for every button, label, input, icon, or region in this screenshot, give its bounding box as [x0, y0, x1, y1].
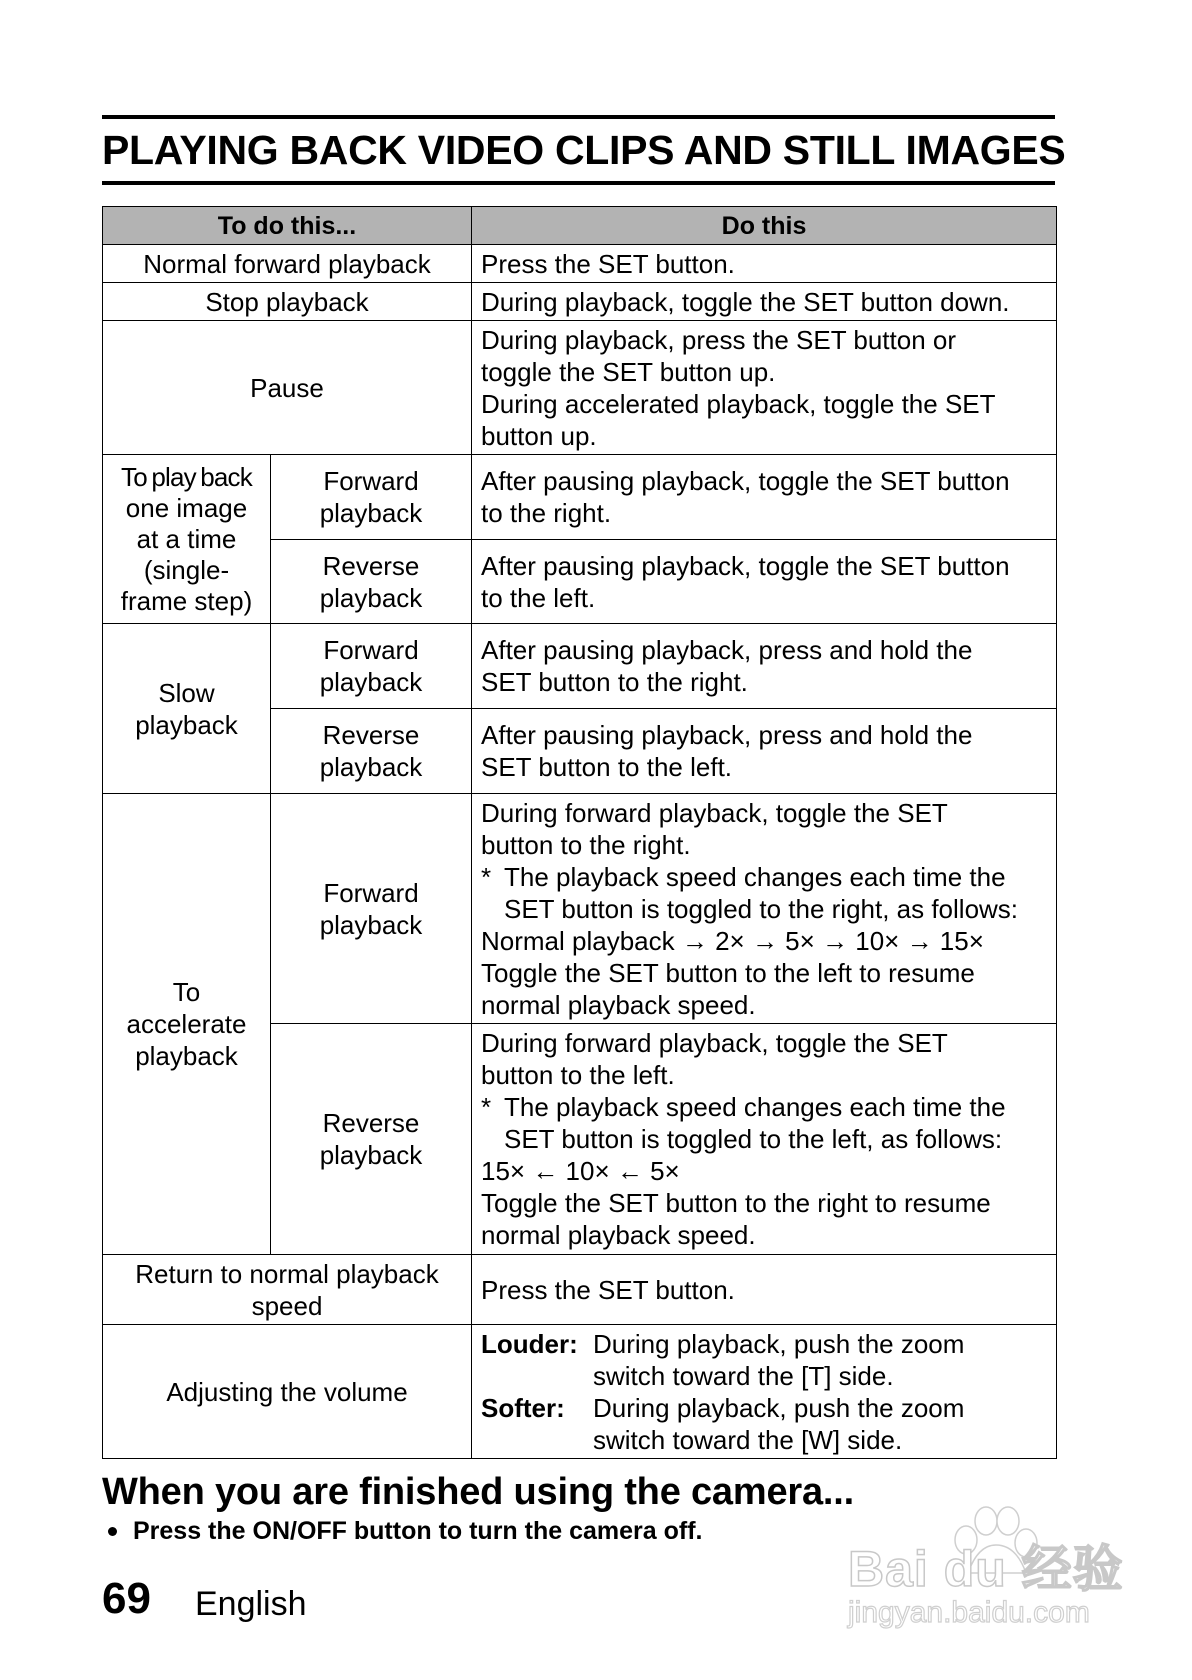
instruction-text: After pausing playback, toggle the SET button [481, 466, 1010, 496]
bullet-icon [108, 1527, 117, 1536]
table-row-accel-reverse-action [270, 1023, 472, 1255]
action-text: playback [319, 667, 423, 697]
instruction-text: Press the SET button. [481, 1274, 735, 1305]
action-text: playback [319, 752, 423, 782]
softer-row [481, 1392, 1052, 1424]
action-text: Return to normal playback [135, 1258, 439, 1289]
table-row-single-reverse-instruction [471, 539, 1057, 624]
instruction-text: After pausing playback, press and hold the [481, 635, 973, 665]
action-text: speed [251, 1290, 323, 1321]
note-text: The playback speed changes each time the [504, 1092, 1006, 1122]
action-text: Forward [323, 635, 419, 665]
finish-bullet-text: Press the ON/OFF button to turn the camera off. [133, 1517, 703, 1545]
header-label: To do this... [217, 211, 357, 240]
instruction-text: During playback, toggle the SET button down. [481, 286, 1010, 317]
table-group-accelerate [102, 793, 271, 1255]
speed-sequence: Normal playback → 2× → 5× → 10× → 15× [481, 925, 984, 956]
softer-row-cont [481, 1424, 1052, 1456]
watermark-url: jingyan.baidu.com [848, 1596, 1090, 1629]
header-label: Do this [721, 211, 807, 240]
table-row-single-forward-instruction [471, 454, 1057, 540]
action-text: Reverse [322, 720, 420, 750]
action-text: Adjusting the volume [166, 1376, 408, 1407]
page-language: English [195, 1585, 307, 1623]
action-text: playback [319, 582, 423, 613]
table-row-volume-action [102, 1324, 472, 1459]
instruction-text: During forward playback, toggle the SET [481, 1028, 948, 1058]
table-group-slow [102, 623, 271, 794]
instruction-text: During playback, push the zoom [593, 1392, 965, 1423]
instruction-text: During forward playback, toggle the SET [481, 797, 948, 828]
title-bottom-rule [102, 181, 1055, 185]
instruction-text: toggle the SET button up. [481, 356, 776, 387]
asterisk: * [481, 861, 492, 892]
table-row-normal-forward-action [102, 244, 472, 283]
action-text: Normal forward playback [143, 248, 431, 279]
action-text: Reverse [322, 1108, 420, 1138]
group-text: Slow [158, 677, 215, 708]
table-row-normal-forward-instruction [471, 244, 1057, 283]
table-row-return-normal-action [102, 1254, 472, 1325]
group-text: frame step) [120, 585, 253, 616]
instruction-text: During playback, press the SET button or [481, 324, 956, 355]
finish-heading: When you are finished using the camera... [102, 1471, 854, 1513]
instruction-text: button to the left. [481, 1060, 675, 1090]
note [481, 1091, 1052, 1123]
action-text: playback [319, 1140, 423, 1170]
note-text: SET button is toggled to the left, as follows: [504, 1124, 1003, 1154]
instruction-text: Toggle the SET button to the right to resume [481, 1188, 991, 1218]
instruction-text: After pausing playback, press and hold the [481, 720, 973, 750]
louder-row [481, 1328, 1052, 1360]
instruction-text: normal playback speed. [481, 989, 756, 1020]
table-row-single-reverse-action [270, 539, 472, 624]
louder-row-cont [481, 1360, 1052, 1392]
table-header-action [102, 206, 472, 245]
group-text: accelerate [126, 1009, 247, 1039]
page-number: 69 [102, 1574, 151, 1623]
table-group-single-frame [102, 454, 271, 624]
action-text: playback [319, 498, 423, 528]
instruction-text: to the left. [481, 582, 596, 613]
instruction-text: During playback, push the zoom [593, 1328, 965, 1359]
baidu-watermark [848, 1505, 1128, 1635]
instruction-text: During accelerated playback, toggle the SET [481, 388, 996, 419]
watermark-logo-text: Bai du 经验 [848, 1541, 1124, 1597]
table-row-pause-action [102, 320, 472, 455]
table-row-slow-forward-action [270, 623, 472, 709]
group-text: at a time [136, 523, 237, 554]
instruction-text: normal playback speed. [481, 1220, 756, 1250]
group-text: one image [125, 492, 248, 523]
softer-label: Softer: [481, 1392, 565, 1423]
instruction-text: to the right. [481, 498, 612, 528]
label-spacer [481, 1424, 593, 1456]
speed-sequence: 15× ← 10× ← 5× [481, 1156, 680, 1186]
table-row-stop-instruction [471, 282, 1057, 321]
instruction-text: switch toward the [W] side. [593, 1424, 903, 1455]
action-text: Forward [323, 466, 419, 496]
table-row-single-forward-action [270, 454, 472, 540]
finish-bullet-item [108, 1515, 702, 1547]
table-row-slow-reverse-instruction [471, 708, 1057, 794]
table-row-pause-instruction [471, 320, 1057, 455]
instruction-text: button to the right. [481, 829, 691, 860]
table-row-slow-reverse-action [270, 708, 472, 794]
action-text: Reverse [322, 550, 420, 581]
instruction-text: After pausing playback, toggle the SET button [481, 550, 1010, 581]
action-text: playback [319, 909, 423, 940]
group-text: To play back [121, 461, 252, 492]
instruction-text: SET button to the left. [481, 752, 733, 782]
group-text: playback [135, 1041, 238, 1071]
instruction-text: Press the SET button. [481, 248, 735, 279]
table-row-stop-action [102, 282, 472, 321]
instruction-text: SET button to the right. [481, 667, 748, 697]
group-text: To [172, 977, 201, 1007]
note-text: SET button is toggled to the right, as follows: [504, 893, 1019, 924]
group-text: (single- [143, 554, 230, 585]
label-spacer [481, 1360, 593, 1392]
table-row-accel-forward-action [270, 793, 472, 1024]
action-text: Stop playback [205, 286, 369, 317]
action-text: Pause [250, 372, 324, 403]
instruction-text: Toggle the SET button to the left to resume [481, 957, 975, 988]
table-row-volume-instruction [471, 1324, 1057, 1459]
note-text: The playback speed changes each time the [504, 861, 1006, 892]
group-text: playback [135, 709, 238, 740]
table-header-instruction [471, 206, 1057, 245]
table-row-return-normal-instruction [471, 1254, 1057, 1325]
table-row-slow-forward-instruction [471, 623, 1057, 709]
louder-label: Louder: [481, 1328, 578, 1359]
action-text: Forward [323, 877, 419, 908]
instruction-text: switch toward the [T] side. [593, 1360, 894, 1391]
note [481, 861, 1052, 893]
instruction-text: button up. [481, 420, 597, 451]
table-row-accel-forward-instruction [471, 793, 1057, 1024]
page-title: PLAYING BACK VIDEO CLIPS AND STILL IMAGES [102, 127, 1066, 173]
table-row-accel-reverse-instruction [471, 1023, 1057, 1255]
title-top-rule [102, 115, 1055, 119]
asterisk: * [481, 1092, 492, 1122]
